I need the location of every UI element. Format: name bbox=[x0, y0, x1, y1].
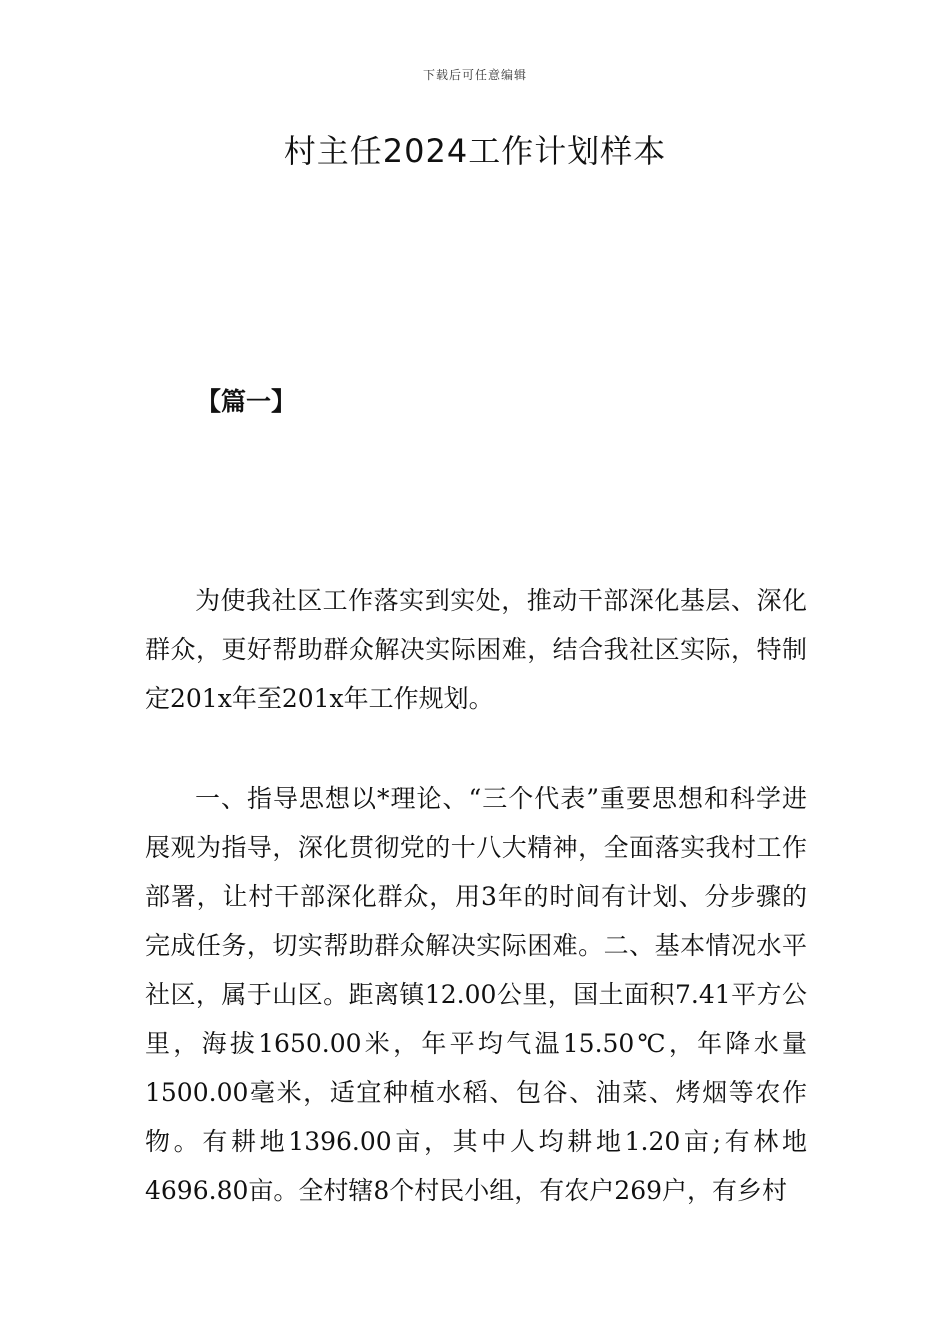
body-paragraph-2: 一、指导思想以*理论、“三个代表”重要思想和科学进展观为指导，深化贯彻党的十八大精神，全面落实我村工作部署，让村干部深化群众，用3年的时间有计划、分步骤的完成任务，切实帮助群众解决实际困难。二、基本情况水平社区，属于山区。距离镇12.00公里，国土面积7.41平方公里，海拔1650.00米，年平均气温15.50℃，年降水量1500.00毫米，适宜种植水稻、包谷、油菜、烤烟等农作物。有耕地1396.00亩，其中人均耕地1.20亩;有林地4696.80亩。全村辖8个村民小组，有农户269户，有乡村 bbox=[145, 784, 807, 1205]
body-paragraph-1: 为使我社区工作落实到实处，推动干部深化基层、深化群众，更好帮助群众解决实际困难，结合我社区实际，特制定201x年至201x年工作规划。 bbox=[145, 586, 807, 713]
header-note: 下载后可任意编辑 bbox=[422, 68, 527, 82]
document-title: 村主任2024工作计划样本 bbox=[283, 132, 667, 170]
section-label: 【篇一】 bbox=[196, 387, 297, 416]
